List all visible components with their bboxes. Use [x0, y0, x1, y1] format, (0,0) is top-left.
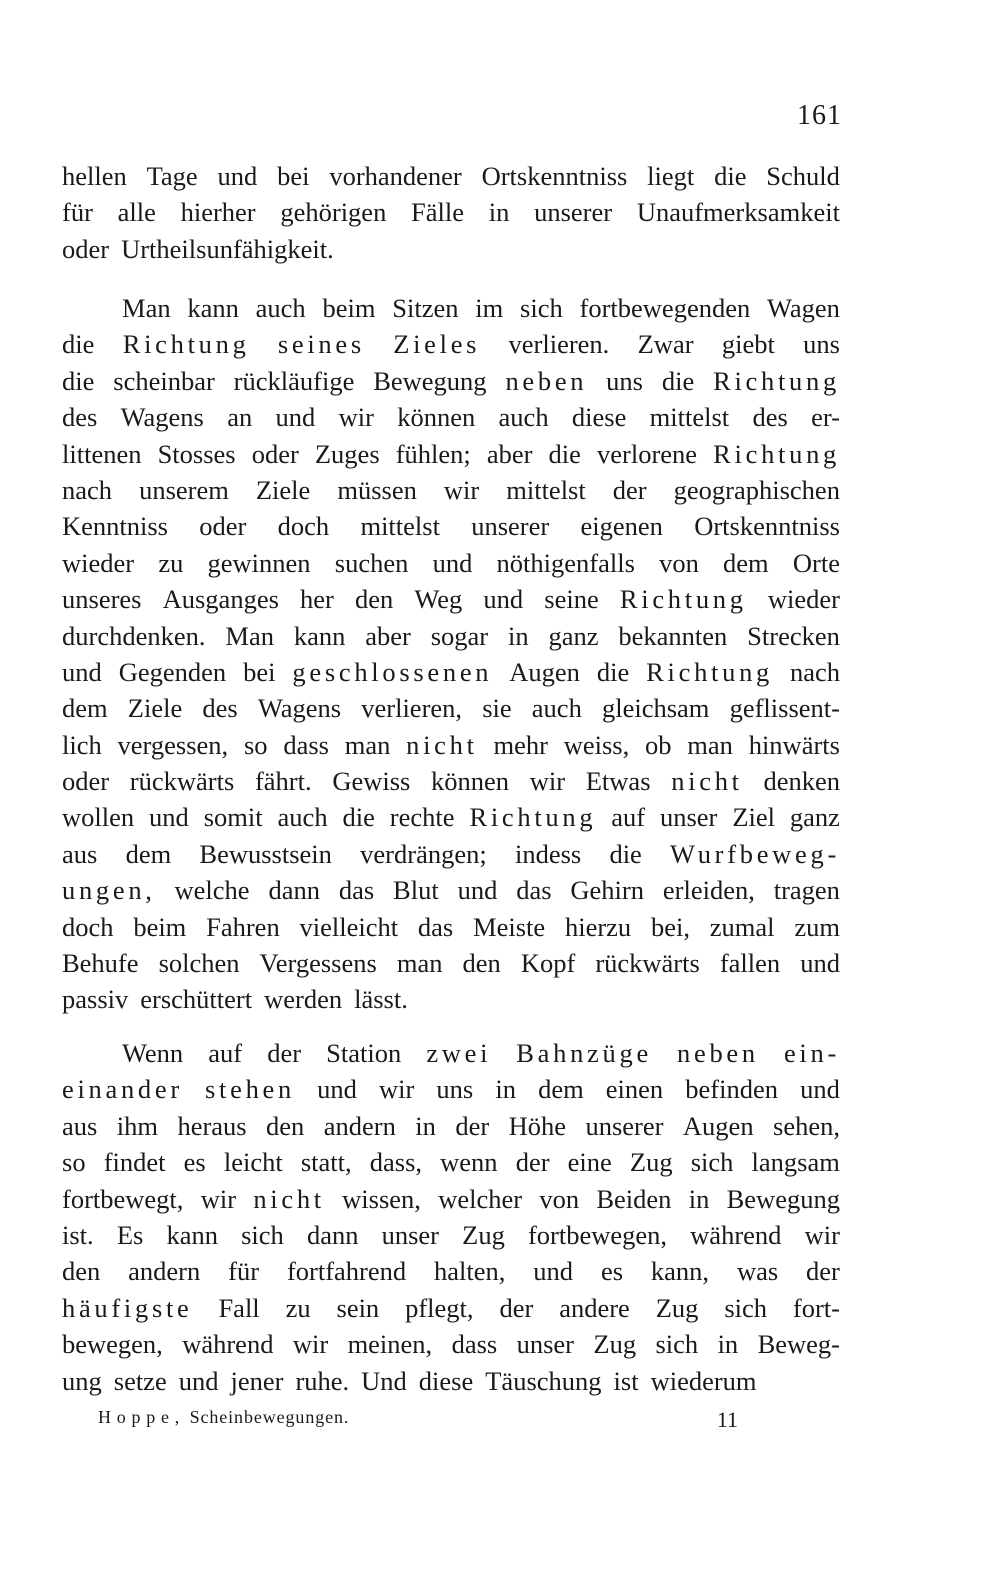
footer-author: Hoppe, — [98, 1407, 186, 1427]
text-line: ung setze und jener ruhe. Und diese Täuschung ist wiederum — [62, 1365, 757, 1396]
text-line: ungen, welche dann das Blut und das Gehirn erleiden, tragen — [62, 875, 840, 906]
text-line: wieder zu gewinnen suchen und nöthigenfalls von dem Orte — [62, 547, 840, 578]
signature-footer — [98, 1407, 738, 1433]
text-line: passiv erschüttert werden lässt. — [62, 984, 408, 1015]
text-line: und Gegenden bei geschlossenen Augen die Richtung nach — [62, 656, 840, 687]
text-line: durchdenken. Man kann aber sogar in ganz bekannten Strecken — [62, 620, 840, 651]
text-line: Man kann auch beim Sitzen im sich fortbewegenden Wagen — [122, 293, 840, 323]
page-number: 161 — [797, 100, 842, 131]
footer-signature-number: 11 — [716, 1407, 738, 1432]
text-line: Kenntniss oder doch mittelst unserer eigenen Ortskenntniss — [62, 511, 840, 542]
text-line: die Richtung seines Zieles verlieren. Zwar giebt uns — [62, 329, 840, 360]
text-line: aus ihm heraus den andern in der Höhe unserer Augen sehen, — [62, 1110, 840, 1141]
text-line: einander stehen und wir uns in dem einen befinden und — [62, 1074, 840, 1105]
text-line: littenen Stosses oder Zuges fühlen; aber die verlorene Richtung — [62, 438, 840, 469]
text-line: ist. Es kann sich dann unser Zug fortbewegen, während wir — [62, 1219, 840, 1250]
text-line: lich vergessen, so dass man nicht mehr weiss, ob man hinwärts — [62, 729, 840, 760]
text-line: fortbewegt, wir nicht wissen, welcher von Beiden in Bewegung — [62, 1183, 840, 1214]
text-line: unseres Ausganges her den Weg und seine Richtung wieder — [62, 584, 840, 615]
text-line: nach unserem Ziele müssen wir mittelst der geographischen — [62, 474, 840, 505]
text-line: den andern für fortfahrend halten, und es kann, was der — [62, 1256, 840, 1287]
text-line: häufigste Fall zu sein pflegt, der andere Zug sich fort- — [62, 1292, 840, 1323]
text-line: Wenn auf der Station zwei Bahnzüge neben ein- — [122, 1038, 840, 1068]
footer-title: Scheinbewegungen. — [189, 1407, 350, 1427]
text-line: aus dem Bewusstsein verdrängen; indess die Wurfbeweg- — [62, 838, 840, 869]
text-line: oder rückwärts fährt. Gewiss können wir Etwas nicht denken — [62, 766, 840, 797]
text-line: bewegen, während wir meinen, dass unser Zug sich in Beweg- — [62, 1329, 840, 1360]
text-line: hellen Tage und bei vorhandener Ortskenntniss liegt die Schuld — [62, 161, 840, 191]
text-line: so findet es leicht statt, dass, wenn der eine Zug sich langsam — [62, 1147, 840, 1178]
text-line: des Wagens an und wir können auch diese mittelst des er- — [62, 402, 840, 433]
text-line: oder Urtheilsunfähigkeit. — [62, 233, 334, 264]
paragraph-2 — [62, 290, 840, 1018]
text-line: für alle hierher gehörigen Fälle in unserer Unaufmerksamkeit — [62, 197, 840, 228]
paragraph-3 — [62, 1035, 840, 1399]
text-line: die scheinbar rückläufige Bewegung neben uns die Richtung — [62, 365, 840, 396]
paragraph-1 — [62, 158, 840, 267]
text-line: doch beim Fahren vielleicht das Meiste hierzu bei, zumal zum — [62, 911, 840, 942]
text-line: wollen und somit auch die rechte Richtung auf unser Ziel ganz — [62, 802, 840, 833]
text-line: dem Ziele des Wagens verlieren, sie auch gleichsam geflissent- — [62, 693, 840, 724]
text-line: Behufe solchen Vergessens man den Kopf rückwärts fallen und — [62, 948, 840, 979]
